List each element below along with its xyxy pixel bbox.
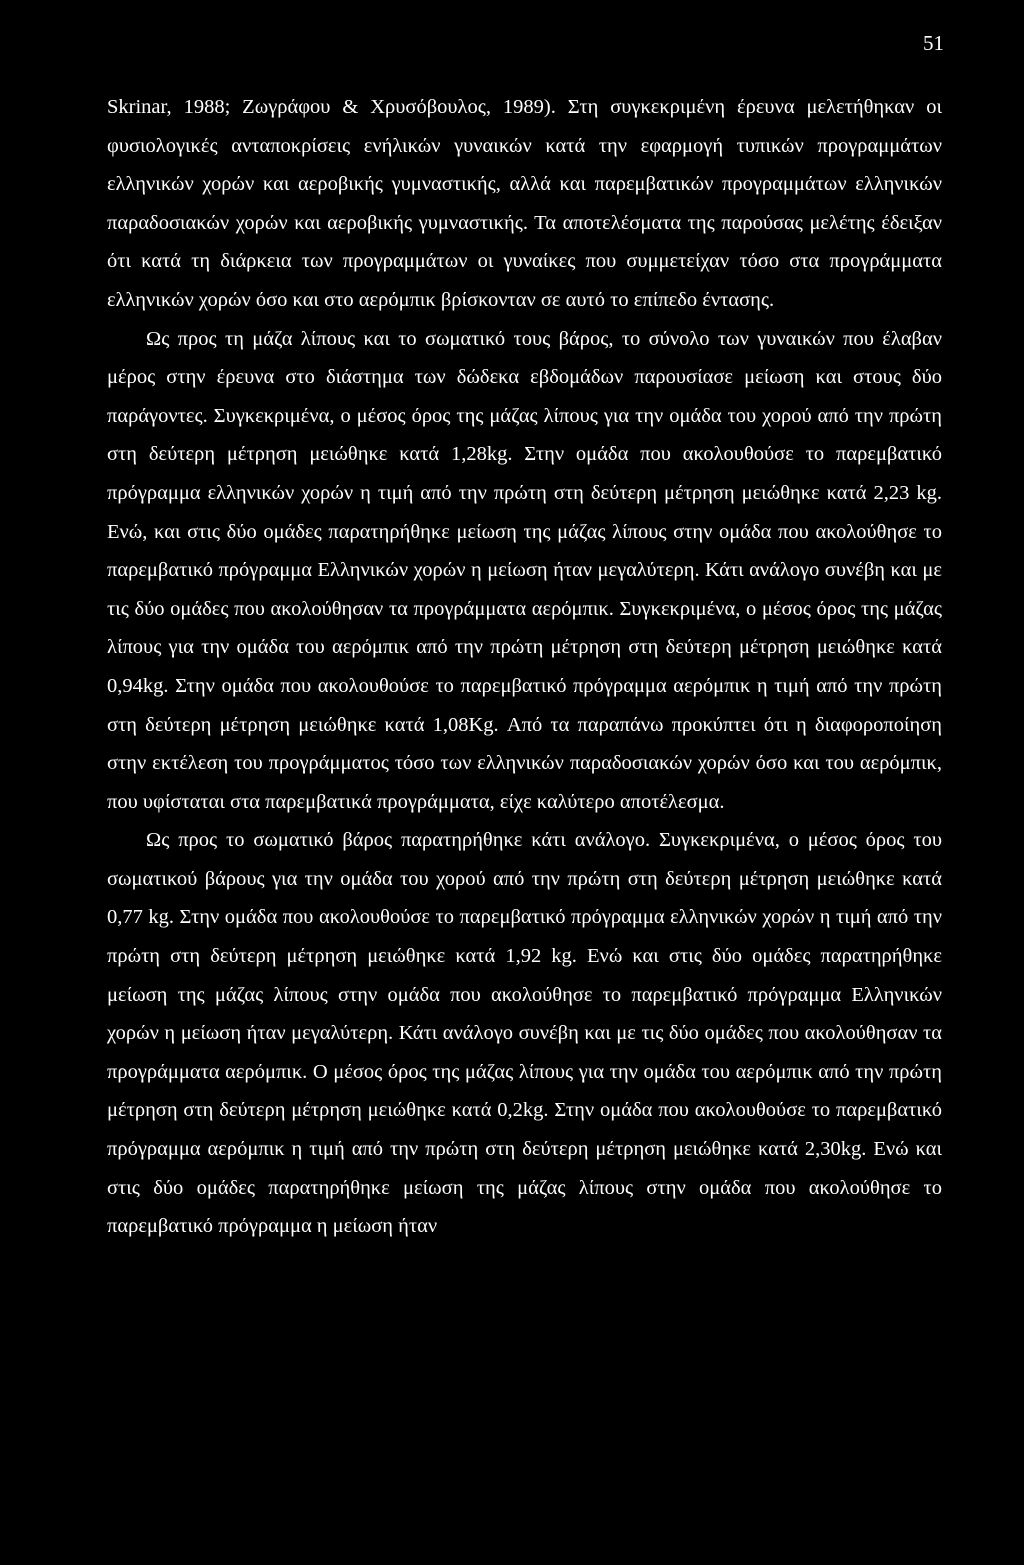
- body-text: [107, 88, 942, 1246]
- paragraph: Skrinar, 1988; Ζωγράφου & Χρυσόβουλος, 1989). Στη συγκεκριμένη έρευνα μελετήθηκαν οι φυσιολογικές ανταποκρίσεις ενήλικών γυναικών κατά την εφαρμογή τυπικών προγραμμάτων ελληνικών χορών και αεροβικής γυμναστικής, αλλά και παρεμβατικών προγραμμάτων ελληνικών παραδοσιακών χορών και αεροβικής γυμναστικής. Τα αποτελέσματα της παρούσας μελέτης έδειξαν ότι κατά τη διάρκεια των προγραμμάτων οι γυναίκες που συμμετείχαν τόσο στα προγράμματα ελληνικών χορών όσο και στο αερόμπικ βρίσκονταν σε αυτό το επίπεδο έντασης.: [107, 96, 942, 311]
- paragraph: Ως προς τη μάζα λίπους και το σωματικό τους βάρος, το σύνολο των γυναικών που έλαβαν μέρος στην έρευνα στο διάστημα των δώδεκα εβδομάδων παρουσίασε μείωση και στους δύο παράγοντες. Συγκεκριμένα, ο μέσος όρος της μάζας λίπους για την ομάδα του χορού από την πρώτη στη δεύτερη μέτρηση μειώθηκε κατά 1,28kg. Στην ομάδα που ακολουθούσε το παρεμβατικό πρόγραμμα ελληνικών χορών η τιμή από την πρώτη στη δεύτερη μέτρηση μειώθηκε κατά 2,23 kg. Ενώ, και στις δύο ομάδες παρατηρήθηκε μείωση της μάζας λίπους στην ομάδα που ακολούθησε το παρεμβατικό πρόγραμμα Ελληνικών χορών η μείωση ήταν μεγαλύτερη. Κάτι ανάλογο συνέβη και με τις δύο ομάδες που ακολούθησαν τα προγράμματα αερόμπικ. Συγκεκριμένα, ο μέσος όρος της μάζας λίπους για την ομάδα του αερόμπικ από την πρώτη μέτρηση στη δεύτερη μέτρηση μειώθηκε κατά 0,94kg. Στην ομάδα που ακολουθούσε το παρεμβατικό πρόγραμμα αερόμπικ η τιμή από την πρώτη στη δεύτερη μέτρηση μειώθηκε κατά 1,08Kg. Από τα παραπάνω προκύπτει ότι η διαφοροποίηση στην εκτέλεση του προγράμματος τόσο των ελληνικών παραδοσιακών χορών όσο και του αερόμπικ, που υφίσταται στα παρεμβατικά προγράμματα, είχε καλύτερο αποτέλεσμα.: [107, 327, 942, 813]
- page-number: 51: [923, 31, 944, 55]
- paragraph: Ως προς το σωματικό βάρος παρατηρήθηκε κάτι ανάλογο. Συγκεκριμένα, ο μέσος όρος του σωματικού βάρους για την ομάδα του χορού από την πρώτη στη δεύτερη μέτρηση μειώθηκε κατά 0,77 kg. Στην ομάδα που ακολουθούσε το παρεμβατικό πρόγραμμα ελληνικών χορών η τιμή από την πρώτη στη δεύτερη μέτρηση μειώθηκε κατά 1,92 kg. Ενώ και στις δύο ομάδες παρατηρήθηκε μείωση της μάζας λίπους στην ομάδα που ακολούθησε το παρεμβατικό πρόγραμμα Ελληνικών χορών η μείωση ήταν μεγαλύτερη. Κάτι ανάλογο συνέβη και με τις δύο ομάδες που ακολούθησαν τα προγράμματα αερόμπικ. Ο μέσος όρος της μάζας λίπους για την ομάδα του αερόμπικ από την πρώτη μέτρηση στη δεύτερη μέτρηση μειώθηκε κατά 0,2kg. Στην ομάδα που ακολουθούσε το παρεμβατικό πρόγραμμα αερόμπικ η τιμή από την πρώτη στη δεύτερη μέτρηση μειώθηκε κατά 2,30kg. Ενώ και στις δύο ομάδες παρατηρήθηκε μείωση της μάζας λίπους στην ομάδα που ακολούθησε το παρεμβατικό πρόγραμμα η μείωση ήταν: [107, 829, 942, 1238]
